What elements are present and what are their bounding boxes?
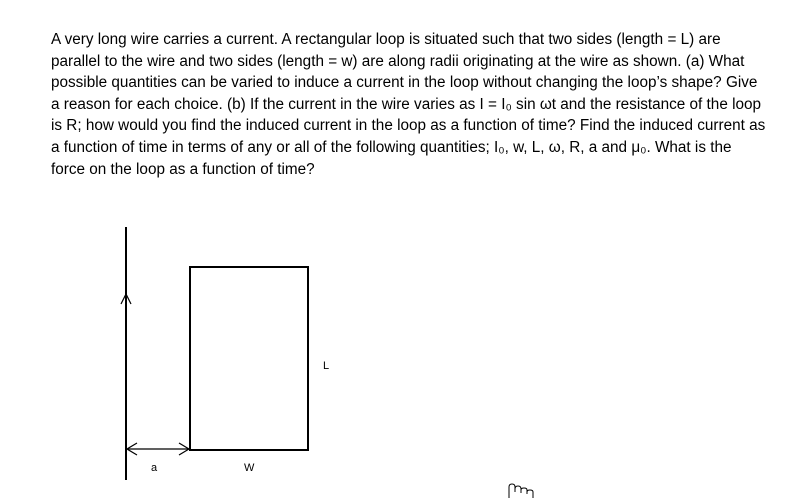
label-l: L: [323, 360, 330, 372]
rectangular-loop: [190, 267, 308, 450]
problem-statement: A very long wire carries a current. A rectangular loop is situated such that two sides (length = L) are parallel to the wire and two sides (length = w) are along radii originating at the wire as shown. (a) What possible quantities can be varied to induce a current in the loop without changing the loop’s shape? Give a reason for each choice. (b) If the current in the wire varies as I = I₀ sin ωt and the resistance of the loop is R; how would you find the induced current in the loop as a function of time? Find the induced current as a function of time in terms of any or all of the following quantities; I₀, w, L, ω, R, a and μ₀. What is the force on the loop as a function of time?: [51, 31, 766, 178]
label-w: W: [244, 462, 255, 474]
hand-cursor-icon: [509, 484, 533, 498]
label-a: a: [151, 462, 158, 474]
